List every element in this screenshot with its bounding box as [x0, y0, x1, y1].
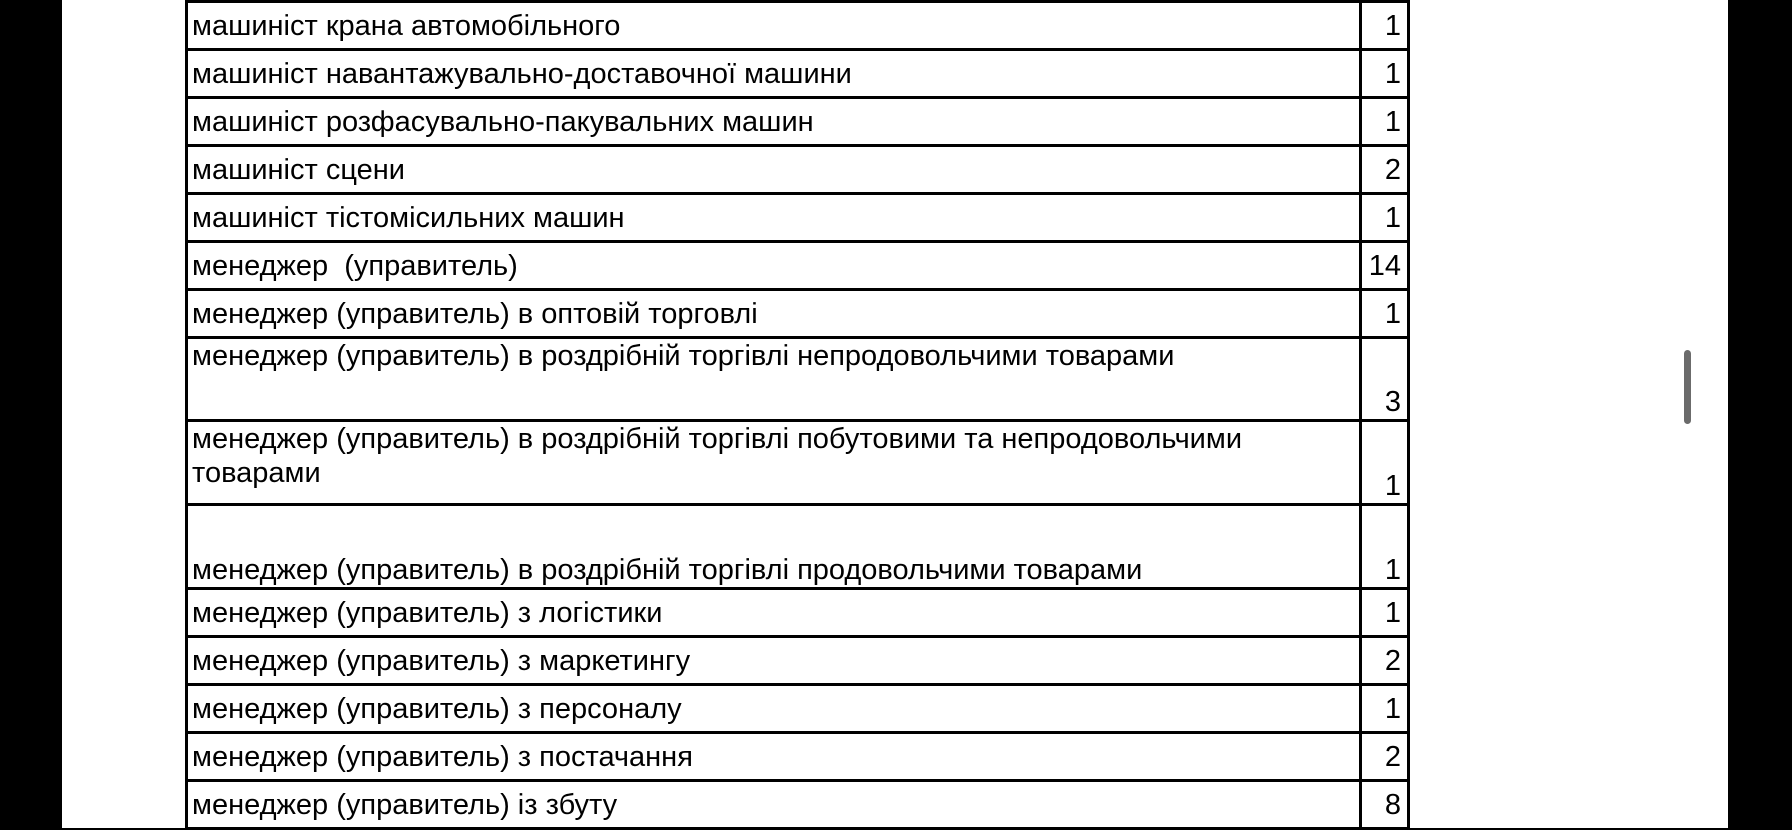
vacancy-count: 1	[1361, 98, 1409, 146]
table-row	[187, 505, 1409, 589]
table-row	[187, 146, 1409, 194]
occupation-name: менеджер (управитель) в роздрібній торгівлі непродовольчими товарами	[187, 338, 1361, 421]
occupation-name: машиніст розфасувально-пакувальних машин	[187, 98, 1361, 146]
table-row	[187, 781, 1409, 829]
vacancy-count: 1	[1361, 685, 1409, 733]
occupation-name: машиніст навантажувально-доставочної машини	[187, 50, 1361, 98]
table-row	[187, 290, 1409, 338]
vacancy-count: 1	[1361, 421, 1409, 505]
table-row	[187, 733, 1409, 781]
occupation-name: менеджер (управитель) із збуту	[187, 781, 1361, 829]
vacancy-count: 2	[1361, 637, 1409, 685]
table-row	[187, 685, 1409, 733]
table-row	[187, 338, 1409, 421]
vacancy-count: 1	[1361, 2, 1409, 50]
vacancy-count: 1	[1361, 194, 1409, 242]
table-row	[187, 637, 1409, 685]
table-row	[187, 194, 1409, 242]
table-row	[187, 421, 1409, 505]
table-row	[187, 50, 1409, 98]
occupation-name: менеджер (управитель) з персоналу	[187, 685, 1361, 733]
vacancy-count: 2	[1361, 733, 1409, 781]
occupation-name: менеджер (управитель) з логістики	[187, 589, 1361, 637]
occupation-name: менеджер (управитель) в роздрібній торгівлі продовольчими товарами	[187, 505, 1361, 589]
occupation-name: менеджер (управитель) з постачання	[187, 733, 1361, 781]
occupation-table	[185, 0, 1410, 830]
occupation-name: менеджер (управитель) з маркетингу	[187, 637, 1361, 685]
vacancy-count: 3	[1361, 338, 1409, 421]
vacancy-count: 1	[1361, 505, 1409, 589]
vacancy-count: 2	[1361, 146, 1409, 194]
vacancy-count: 8	[1361, 781, 1409, 829]
occupation-name: машиніст сцени	[187, 146, 1361, 194]
occupation-name: машиніст тістомісильних машин	[187, 194, 1361, 242]
occupation-name: менеджер (управитель) в оптовій торговлі	[187, 290, 1361, 338]
scrollbar-thumb[interactable]	[1684, 350, 1691, 424]
table-row	[187, 2, 1409, 50]
vacancy-count: 14	[1361, 242, 1409, 290]
occupation-name: менеджер (управитель) в роздрібній торгівлі побутовими та непродовольчими товарами	[187, 421, 1361, 505]
occupation-name: менеджер (управитель)	[187, 242, 1361, 290]
occupation-name: машиніст крана автомобільного	[187, 2, 1361, 50]
document-page	[62, 0, 1728, 828]
vacancy-count: 1	[1361, 290, 1409, 338]
vacancy-count: 1	[1361, 50, 1409, 98]
table-row	[187, 589, 1409, 637]
table-row	[187, 98, 1409, 146]
vacancy-count: 1	[1361, 589, 1409, 637]
table-row	[187, 242, 1409, 290]
